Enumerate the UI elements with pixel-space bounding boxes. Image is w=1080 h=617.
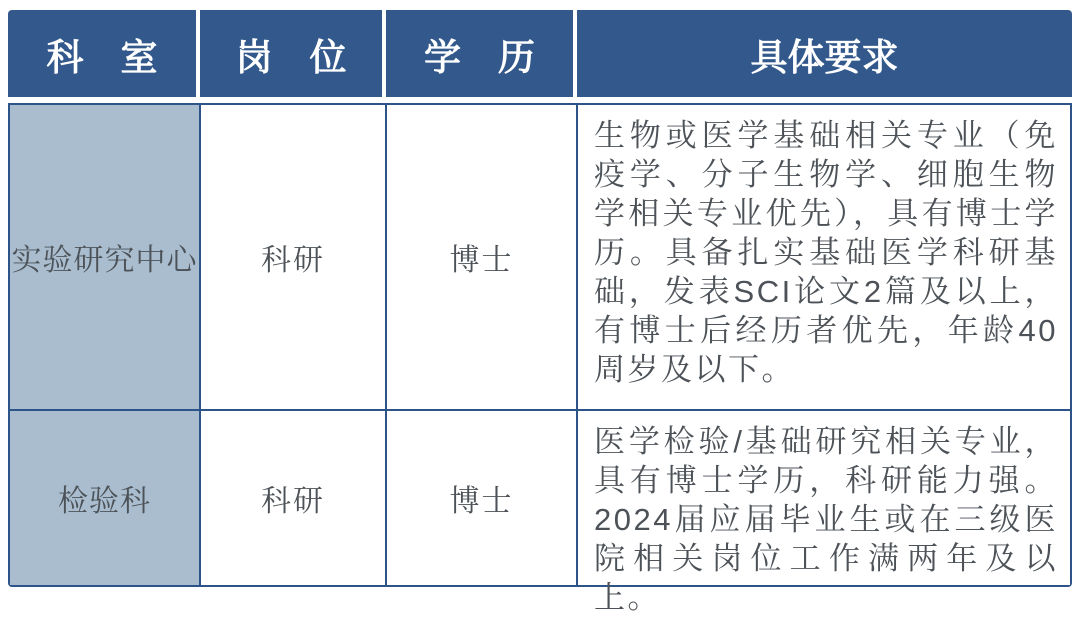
header-cell-position: 岗 位 bbox=[200, 10, 386, 97]
position-cell: 科研 bbox=[201, 411, 385, 585]
department-cell: 实验研究中心 bbox=[10, 105, 199, 409]
degree-cell: 博士 bbox=[387, 105, 576, 409]
header-cell-degree: 学 历 bbox=[386, 10, 577, 97]
requirements-cell: 医学检验/基础研究相关专业，具有博士学历，科研能力强。2024届应届毕业生或在三级医院相关岗位工作满两年及以上。 bbox=[578, 411, 1070, 585]
header-cell-department: 科 室 bbox=[8, 10, 200, 97]
table-header-row bbox=[8, 10, 1072, 97]
degree-cell: 博士 bbox=[387, 411, 576, 585]
table-body bbox=[8, 103, 1072, 615]
department-cell: 检验科 bbox=[10, 411, 199, 585]
position-cell: 科研 bbox=[201, 105, 385, 409]
header-cell-requirements: 具体要求 bbox=[577, 10, 1072, 97]
recruitment-table bbox=[8, 10, 1072, 615]
requirements-cell: 生物或医学基础相关专业（免疫学、分子生物学、细胞生物学相关专业优先），具有博士学历。具备扎实基础医学科研基础，发表SCI论文2篇及以上，有博士后经历者优先，年龄40周岁及以下。 bbox=[578, 105, 1070, 409]
